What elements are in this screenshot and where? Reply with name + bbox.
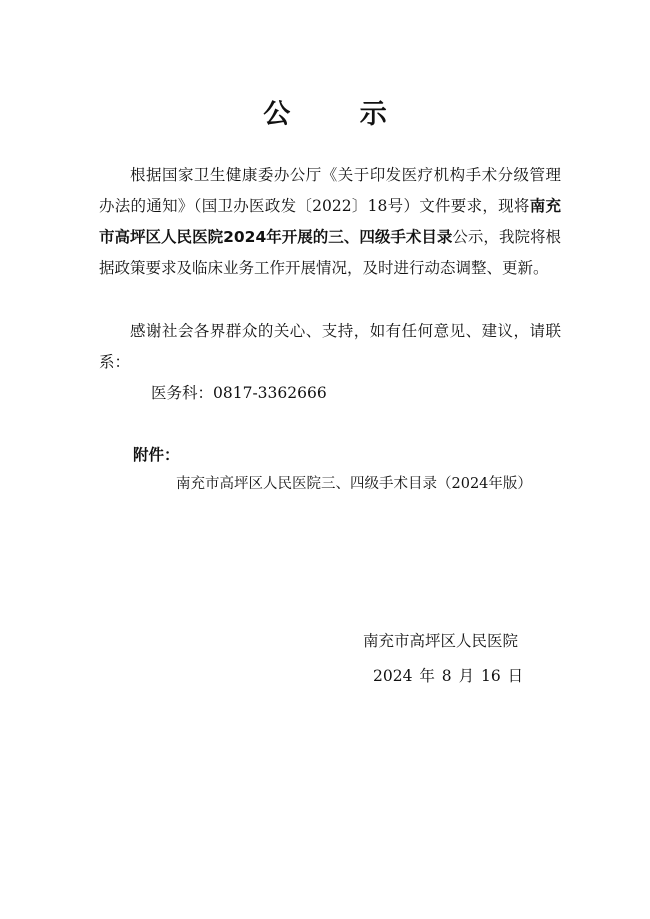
signature-organization: 南充市高坪区人民医院 xyxy=(363,632,519,650)
paragraph-1-text-a: 根据国家卫生健康委办公厅《关于印发医疗机构手术分级管理办法的通知》（国卫办医政发〔2022〕18号）文件要求，现将 xyxy=(99,166,561,215)
page-title: 公 示 xyxy=(263,99,417,130)
notice-paragraph-2: 感谢社会各界群众的关心、支持，如有任何意见、建议，请联系： xyxy=(99,322,561,371)
paragraph-1-text-b: 公示，我院将根据政策要求及临床业务工作开展情况，及时进行动态调整、更新。 xyxy=(99,228,561,277)
attachment-item: 南充市高坪区人民医院三、四级手术目录（2024年版） xyxy=(176,476,532,492)
contact-line: 医务科：0817-3362666 xyxy=(151,384,327,402)
notice-paragraph-1 xyxy=(99,160,561,284)
signature-date: 2024 年 8 月 16 日 xyxy=(373,667,524,685)
attachment-label: 附件： xyxy=(133,446,180,464)
paragraph-1-bold-text: 南充市高坪区人民医院2024年开展的三、四级手术目录 xyxy=(99,197,561,246)
